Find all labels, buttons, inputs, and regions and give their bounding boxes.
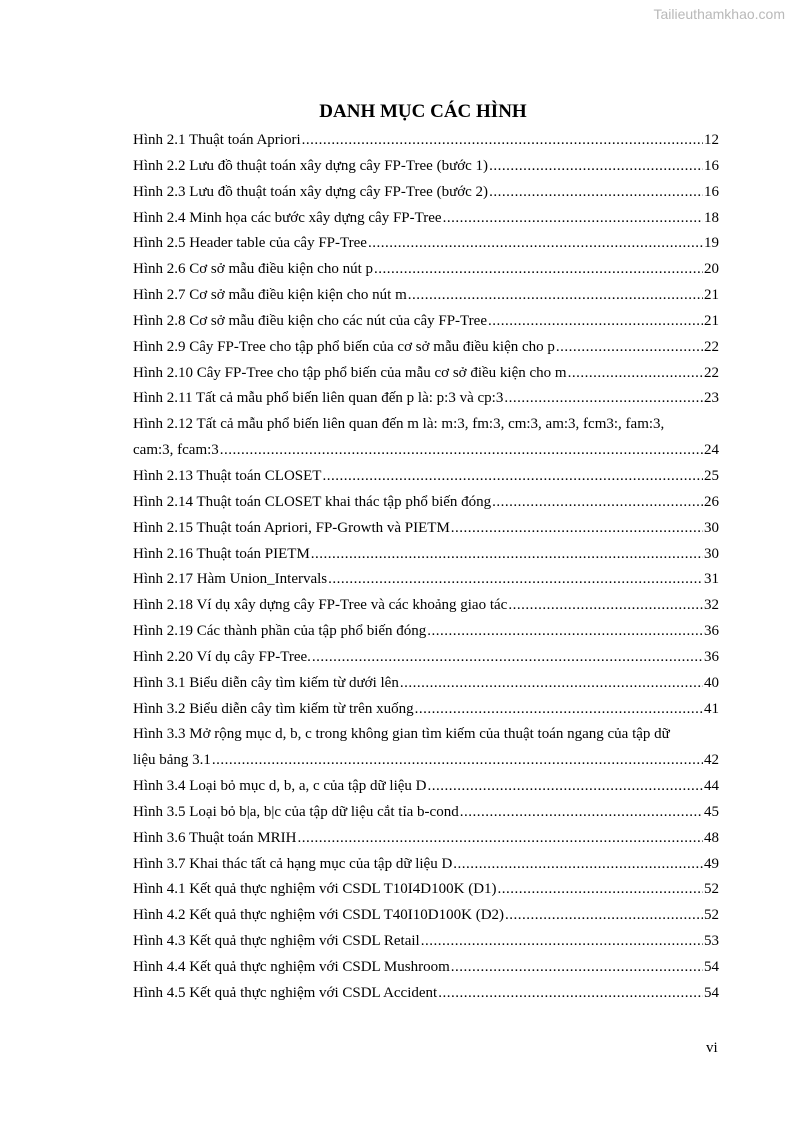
toc-entry-page: 21 xyxy=(704,312,719,329)
figure-list xyxy=(133,128,719,1007)
toc-entry-label: Hình 3.1 Biểu diễn cây tìm kiếm từ dưới lên xyxy=(133,674,399,691)
toc-entry-label: Hình 2.3 Lưu đồ thuật toán xây dựng cây FP-Tree (bước 2) xyxy=(133,183,489,200)
toc-leader-dots xyxy=(220,438,703,464)
toc-entry-label: Hình 2.16 Thuật toán PIETM xyxy=(133,545,310,562)
toc-entry-label: liệu bảng 3.1 xyxy=(133,752,211,769)
toc-leader-dots xyxy=(368,231,703,257)
toc-leader-dots xyxy=(322,464,703,490)
toc-entry-label: Hình 2.13 Thuật toán CLOSET xyxy=(133,467,322,484)
toc-entry[interactable] xyxy=(133,490,719,516)
toc-leader-dots xyxy=(328,567,703,593)
toc-entry-label: Hình 4.5 Kết quả thực nghiệm với CSDL Accident xyxy=(133,984,438,1001)
toc-entry[interactable] xyxy=(133,697,719,723)
toc-entry[interactable] xyxy=(133,774,719,800)
toc-entry-page: 54 xyxy=(704,959,719,975)
toc-leader-dots xyxy=(212,748,703,774)
toc-leader-dots xyxy=(488,309,703,335)
toc-leader-dots xyxy=(453,852,703,878)
toc-entry-page: 41 xyxy=(704,700,719,717)
toc-leader-dots xyxy=(460,800,703,826)
toc-entry-label: Hình 2.2 Lưu đồ thuật toán xây dựng cây FP-Tree (bước 1) xyxy=(133,157,489,174)
watermark-text: Tailieuthamkhao.com xyxy=(653,6,785,22)
toc-leader-dots xyxy=(302,128,703,154)
toc-entry[interactable] xyxy=(133,309,719,335)
toc-entry[interactable] xyxy=(133,361,719,387)
toc-leader-dots xyxy=(297,826,703,852)
toc-entry[interactable] xyxy=(133,438,719,464)
toc-entry-label: Hình 3.7 Khai thác tất cả hạng mục của tập dữ liệu D xyxy=(133,855,453,872)
toc-entry-page: 24 xyxy=(704,442,719,459)
toc-leader-dots xyxy=(504,386,703,412)
toc-entry-page: 21 xyxy=(704,287,719,304)
toc-entry-page: 16 xyxy=(704,157,719,174)
toc-entry-page: 23 xyxy=(704,390,719,407)
toc-entry-label: Hình 2.19 Các thành phần của tập phổ biến đóng xyxy=(133,623,427,640)
toc-entry[interactable] xyxy=(133,903,719,929)
toc-leader-dots xyxy=(312,645,703,671)
toc-entry[interactable] xyxy=(133,128,719,154)
toc-leader-dots xyxy=(400,671,703,697)
toc-entry[interactable] xyxy=(133,619,719,645)
toc-entry[interactable] xyxy=(133,335,719,361)
toc-entry-label: Hình 2.7 Cơ sở mẫu điều kiện kiện cho nút m xyxy=(133,287,407,304)
toc-entry[interactable] xyxy=(133,464,719,490)
toc-entry[interactable] xyxy=(133,826,719,852)
toc-entry-label: Hình 2.5 Header table của cây FP-Tree xyxy=(133,235,367,252)
toc-entry-page: 42 xyxy=(704,752,719,769)
toc-entry-page: 19 xyxy=(704,235,719,252)
toc-entry[interactable] xyxy=(133,852,719,878)
toc-entry[interactable] xyxy=(133,748,719,774)
toc-entry-label: cam:3, fcam:3 xyxy=(133,442,219,459)
toc-entry-label: Hình 2.6 Cơ sở mẫu điều kiện cho nút p xyxy=(133,261,374,278)
toc-entry[interactable] xyxy=(133,206,719,232)
toc-entry[interactable] xyxy=(133,567,719,593)
toc-entry-page: 25 xyxy=(704,467,719,484)
page-title: DANH MỤC CÁC HÌNH xyxy=(319,101,527,122)
toc-leader-dots xyxy=(421,929,703,955)
toc-leader-dots xyxy=(415,697,703,723)
toc-leader-dots xyxy=(498,877,703,903)
toc-leader-dots xyxy=(438,981,703,1007)
toc-entry-label: Hình 2.11 Tất cả mẫu phổ biến liên quan đến p là: p:3 và cp:3 xyxy=(133,390,504,407)
toc-entry-label: Hình 3.4 Loại bỏ mục d, b, a, c của tập dữ liệu D xyxy=(133,778,427,795)
toc-entry-page: 36 xyxy=(704,623,719,640)
toc-entry-label: Hình 2.10 Cây FP-Tree cho tập phổ biến của mẫu cơ sở điều kiện cho m xyxy=(133,364,567,381)
toc-entry-page: 26 xyxy=(704,493,719,510)
toc-entry-label: Hình 2.17 Hàm Union_Intervals xyxy=(133,571,328,588)
toc-entry[interactable] xyxy=(133,154,719,180)
toc-leader-dots xyxy=(556,335,703,361)
toc-entry[interactable] xyxy=(133,231,719,257)
toc-entry[interactable] xyxy=(133,645,719,671)
toc-entry[interactable] xyxy=(133,542,719,568)
toc-leader-dots xyxy=(311,542,703,568)
toc-entry[interactable] xyxy=(133,593,719,619)
toc-entry-label: Hình 2.18 Ví dụ xây dựng cây FP-Tree và các khoảng giao tác xyxy=(133,597,508,614)
toc-entry-page: 45 xyxy=(704,803,719,820)
toc-entry[interactable] xyxy=(133,955,719,981)
toc-entry-page: 52 xyxy=(704,881,719,898)
toc-entry[interactable] xyxy=(133,877,719,903)
toc-entry-page: 30 xyxy=(704,519,719,536)
toc-entry-page: 30 xyxy=(704,545,719,562)
toc-leader-dots xyxy=(492,490,703,516)
toc-entry-first-line[interactable]: Hình 2.12 Tất cả mẫu phổ biến liên quan đến m là: m:3, fm:3, cm:3, am:3, fcm3:, fam:3, xyxy=(133,416,665,433)
toc-entry-page: 52 xyxy=(704,907,719,924)
toc-entry-label: Hình 2.20 Ví dụ cây FP-Tree. xyxy=(133,648,311,665)
page-number: vi xyxy=(706,1040,718,1056)
toc-entry-page: 32 xyxy=(704,597,719,614)
toc-leader-dots xyxy=(408,283,703,309)
toc-entry[interactable] xyxy=(133,516,719,542)
toc-leader-dots xyxy=(427,774,703,800)
toc-entry-label: Hình 2.1 Thuật toán Apriori xyxy=(133,132,301,148)
toc-entry-label: Hình 3.2 Biểu diễn cây tìm kiếm từ trên xuống xyxy=(133,700,414,717)
toc-entry-page: 22 xyxy=(704,364,719,381)
toc-entry[interactable] xyxy=(133,283,719,309)
toc-entry-label: Hình 3.5 Loại bỏ b|a, b|c của tập dữ liệu cắt tỉa b-cond xyxy=(133,803,459,820)
toc-entry-page: 31 xyxy=(704,571,719,588)
toc-entry-page: 53 xyxy=(704,933,719,950)
toc-entry-page: 22 xyxy=(704,338,719,355)
toc-entry-label: Hình 2.9 Cây FP-Tree cho tập phổ biến của cơ sở mẫu điều kiện cho p xyxy=(133,338,555,355)
toc-entry-page: 16 xyxy=(704,183,719,200)
toc-entry-page: 49 xyxy=(704,855,719,872)
toc-entry-label: Hình 4.4 Kết quả thực nghiệm với CSDL Mushroom xyxy=(133,959,450,975)
toc-entry-first-line[interactable]: Hình 3.3 Mở rộng mục d, b, c trong không gian tìm kiếm của thuật toán ngang của tập dữ xyxy=(133,726,670,743)
toc-entry-label: Hình 3.6 Thuật toán MRIH xyxy=(133,829,297,846)
toc-leader-dots xyxy=(568,361,703,387)
toc-leader-dots xyxy=(505,903,703,929)
toc-entry[interactable] xyxy=(133,981,719,1007)
toc-entry-label: Hình 4.2 Kết quả thực nghiệm với CSDL T40I10D100K (D2) xyxy=(133,907,505,924)
toc-leader-dots xyxy=(451,955,703,981)
toc-entry-label: Hình 2.8 Cơ sở mẫu điều kiện cho các nút của cây FP-Tree xyxy=(133,312,487,329)
toc-leader-dots xyxy=(489,180,703,206)
toc-leader-dots xyxy=(374,257,703,283)
toc-entry[interactable] xyxy=(133,180,719,206)
toc-entry-page: 20 xyxy=(704,261,719,278)
toc-leader-dots xyxy=(451,516,703,542)
toc-entry[interactable] xyxy=(133,800,719,826)
toc-entry[interactable] xyxy=(133,929,719,955)
toc-leader-dots xyxy=(427,619,703,645)
toc-entry-page: 54 xyxy=(704,984,719,1001)
toc-entry-page: 12 xyxy=(704,132,719,148)
toc-entry-page: 18 xyxy=(704,209,719,226)
toc-leader-dots xyxy=(508,593,703,619)
toc-entry-label: Hình 4.3 Kết quả thực nghiệm với CSDL Retail xyxy=(133,933,420,950)
toc-leader-dots xyxy=(443,206,703,232)
toc-entry-label: Hình 4.1 Kết quả thực nghiệm với CSDL T10I4D100K (D1) xyxy=(133,881,497,898)
toc-leader-dots xyxy=(489,154,703,180)
toc-entry-label: Hình 2.14 Thuật toán CLOSET khai thác tập phổ biến đóng xyxy=(133,493,492,510)
toc-entry-page: 48 xyxy=(704,829,719,846)
toc-entry-page: 36 xyxy=(704,648,719,665)
toc-entry-page: 40 xyxy=(704,674,719,691)
toc-entry-page: 44 xyxy=(704,778,719,795)
toc-entry[interactable] xyxy=(133,386,719,412)
toc-entry[interactable] xyxy=(133,257,719,283)
toc-entry[interactable] xyxy=(133,671,719,697)
toc-entry-label: Hình 2.4 Minh họa các bước xây dựng cây FP-Tree xyxy=(133,209,442,226)
toc-entry-label: Hình 2.15 Thuật toán Apriori, FP-Growth và PIETM xyxy=(133,519,450,536)
